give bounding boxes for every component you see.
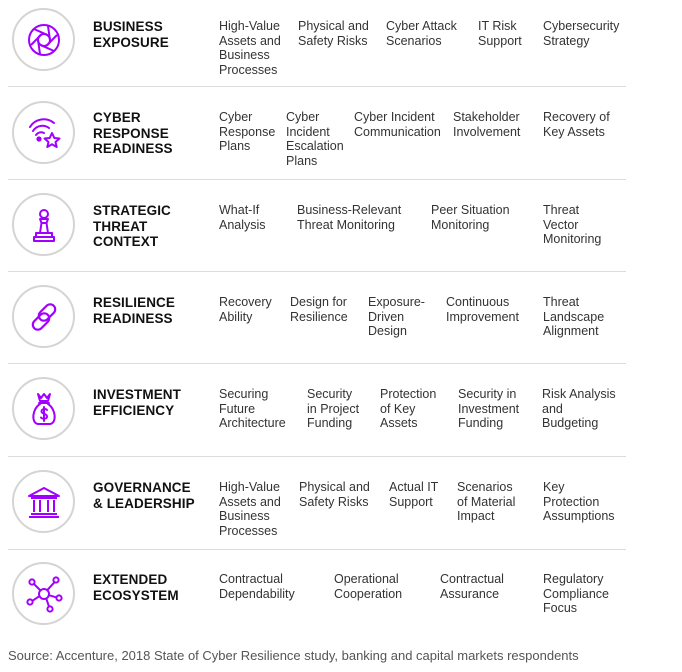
row-item: Business-Relevant Threat Monitoring — [297, 203, 402, 232]
row-divider — [8, 549, 626, 550]
row-item: Risk Analysis and Budgeting — [542, 387, 616, 430]
row-title: BUSINESS EXPOSURE — [93, 19, 169, 50]
row-item: What-If Analysis — [219, 203, 266, 232]
chess-pawn-icon — [24, 205, 64, 245]
icon-circle — [12, 285, 75, 348]
row-item: Security in Investment Funding — [458, 387, 520, 430]
row-title: STRATEGIC THREAT CONTEXT — [93, 203, 171, 249]
row-divider — [8, 271, 626, 272]
row-item: Peer Situation Monitoring — [431, 203, 510, 232]
row-divider — [8, 179, 626, 180]
row-item: Securing Future Architecture — [219, 387, 286, 430]
network-icon — [24, 574, 64, 614]
row-item: High-Value Assets and Business Processes — [219, 480, 281, 538]
row-item: Contractual Assurance — [440, 572, 504, 601]
row-divider — [8, 456, 626, 457]
institution-icon — [24, 482, 64, 522]
row-item: Cybersecurity Strategy — [543, 19, 620, 48]
icon-circle — [12, 470, 75, 533]
icon-circle — [12, 377, 75, 440]
row-item: IT Risk Support — [478, 19, 522, 48]
icon-circle — [12, 193, 75, 256]
row-item: High-Value Assets and Business Processes — [219, 19, 281, 77]
row-title: RESILIENCE READINESS — [93, 295, 176, 326]
row-title: EXTENDED ECOSYSTEM — [93, 572, 179, 603]
row-title: GOVERNANCE & LEADERSHIP — [93, 480, 195, 511]
chain-link-icon — [24, 297, 64, 337]
row-item: Security in Project Funding — [307, 387, 360, 430]
row-item: Key Protection Assumptions — [543, 480, 615, 523]
row-title: INVESTMENT EFFICIENCY — [93, 387, 182, 418]
row-item: Continuous Improvement — [446, 295, 519, 324]
row-item: Regulatory Compliance Focus — [543, 572, 610, 615]
row-item: Operational Cooperation — [334, 572, 403, 601]
row-title: CYBER RESPONSE READINESS — [93, 110, 173, 156]
wifi-star-icon — [24, 113, 64, 153]
row-item: Scenarios of Material Impact — [457, 480, 516, 523]
icon-circle — [12, 101, 75, 164]
icon-circle — [12, 8, 75, 71]
row-item: Stakeholder Involvement — [453, 110, 521, 139]
row-item: Actual IT Support — [389, 480, 439, 509]
source-note: Source: Accenture, 2018 State of Cyber Resilience study, banking and capital markets respondents — [8, 648, 579, 663]
row-divider — [8, 86, 626, 87]
row-divider — [8, 363, 626, 364]
row-item: Cyber Incident Communication — [354, 110, 441, 139]
row-item: Recovery of Key Assets — [543, 110, 610, 139]
row-item: Protection of Key Assets — [380, 387, 437, 430]
money-bag-icon — [24, 389, 64, 429]
icon-circle — [12, 562, 75, 625]
row-item: Contractual Dependability — [219, 572, 295, 601]
row-item: Threat Vector Monitoring — [543, 203, 602, 246]
row-item: Cyber Incident Escalation Plans — [286, 110, 344, 168]
row-item: Physical and Safety Risks — [299, 480, 370, 509]
row-item: Physical and Safety Risks — [298, 19, 369, 48]
row-item: Recovery Ability — [219, 295, 272, 324]
row-item: Design for Resilience — [290, 295, 348, 324]
row-item: Exposure- Driven Design — [368, 295, 425, 338]
aperture-icon — [24, 20, 64, 60]
row-item: Cyber Attack Scenarios — [386, 19, 457, 48]
row-item: Threat Landscape Alignment — [543, 295, 605, 338]
row-item: Cyber Response Plans — [219, 110, 276, 153]
